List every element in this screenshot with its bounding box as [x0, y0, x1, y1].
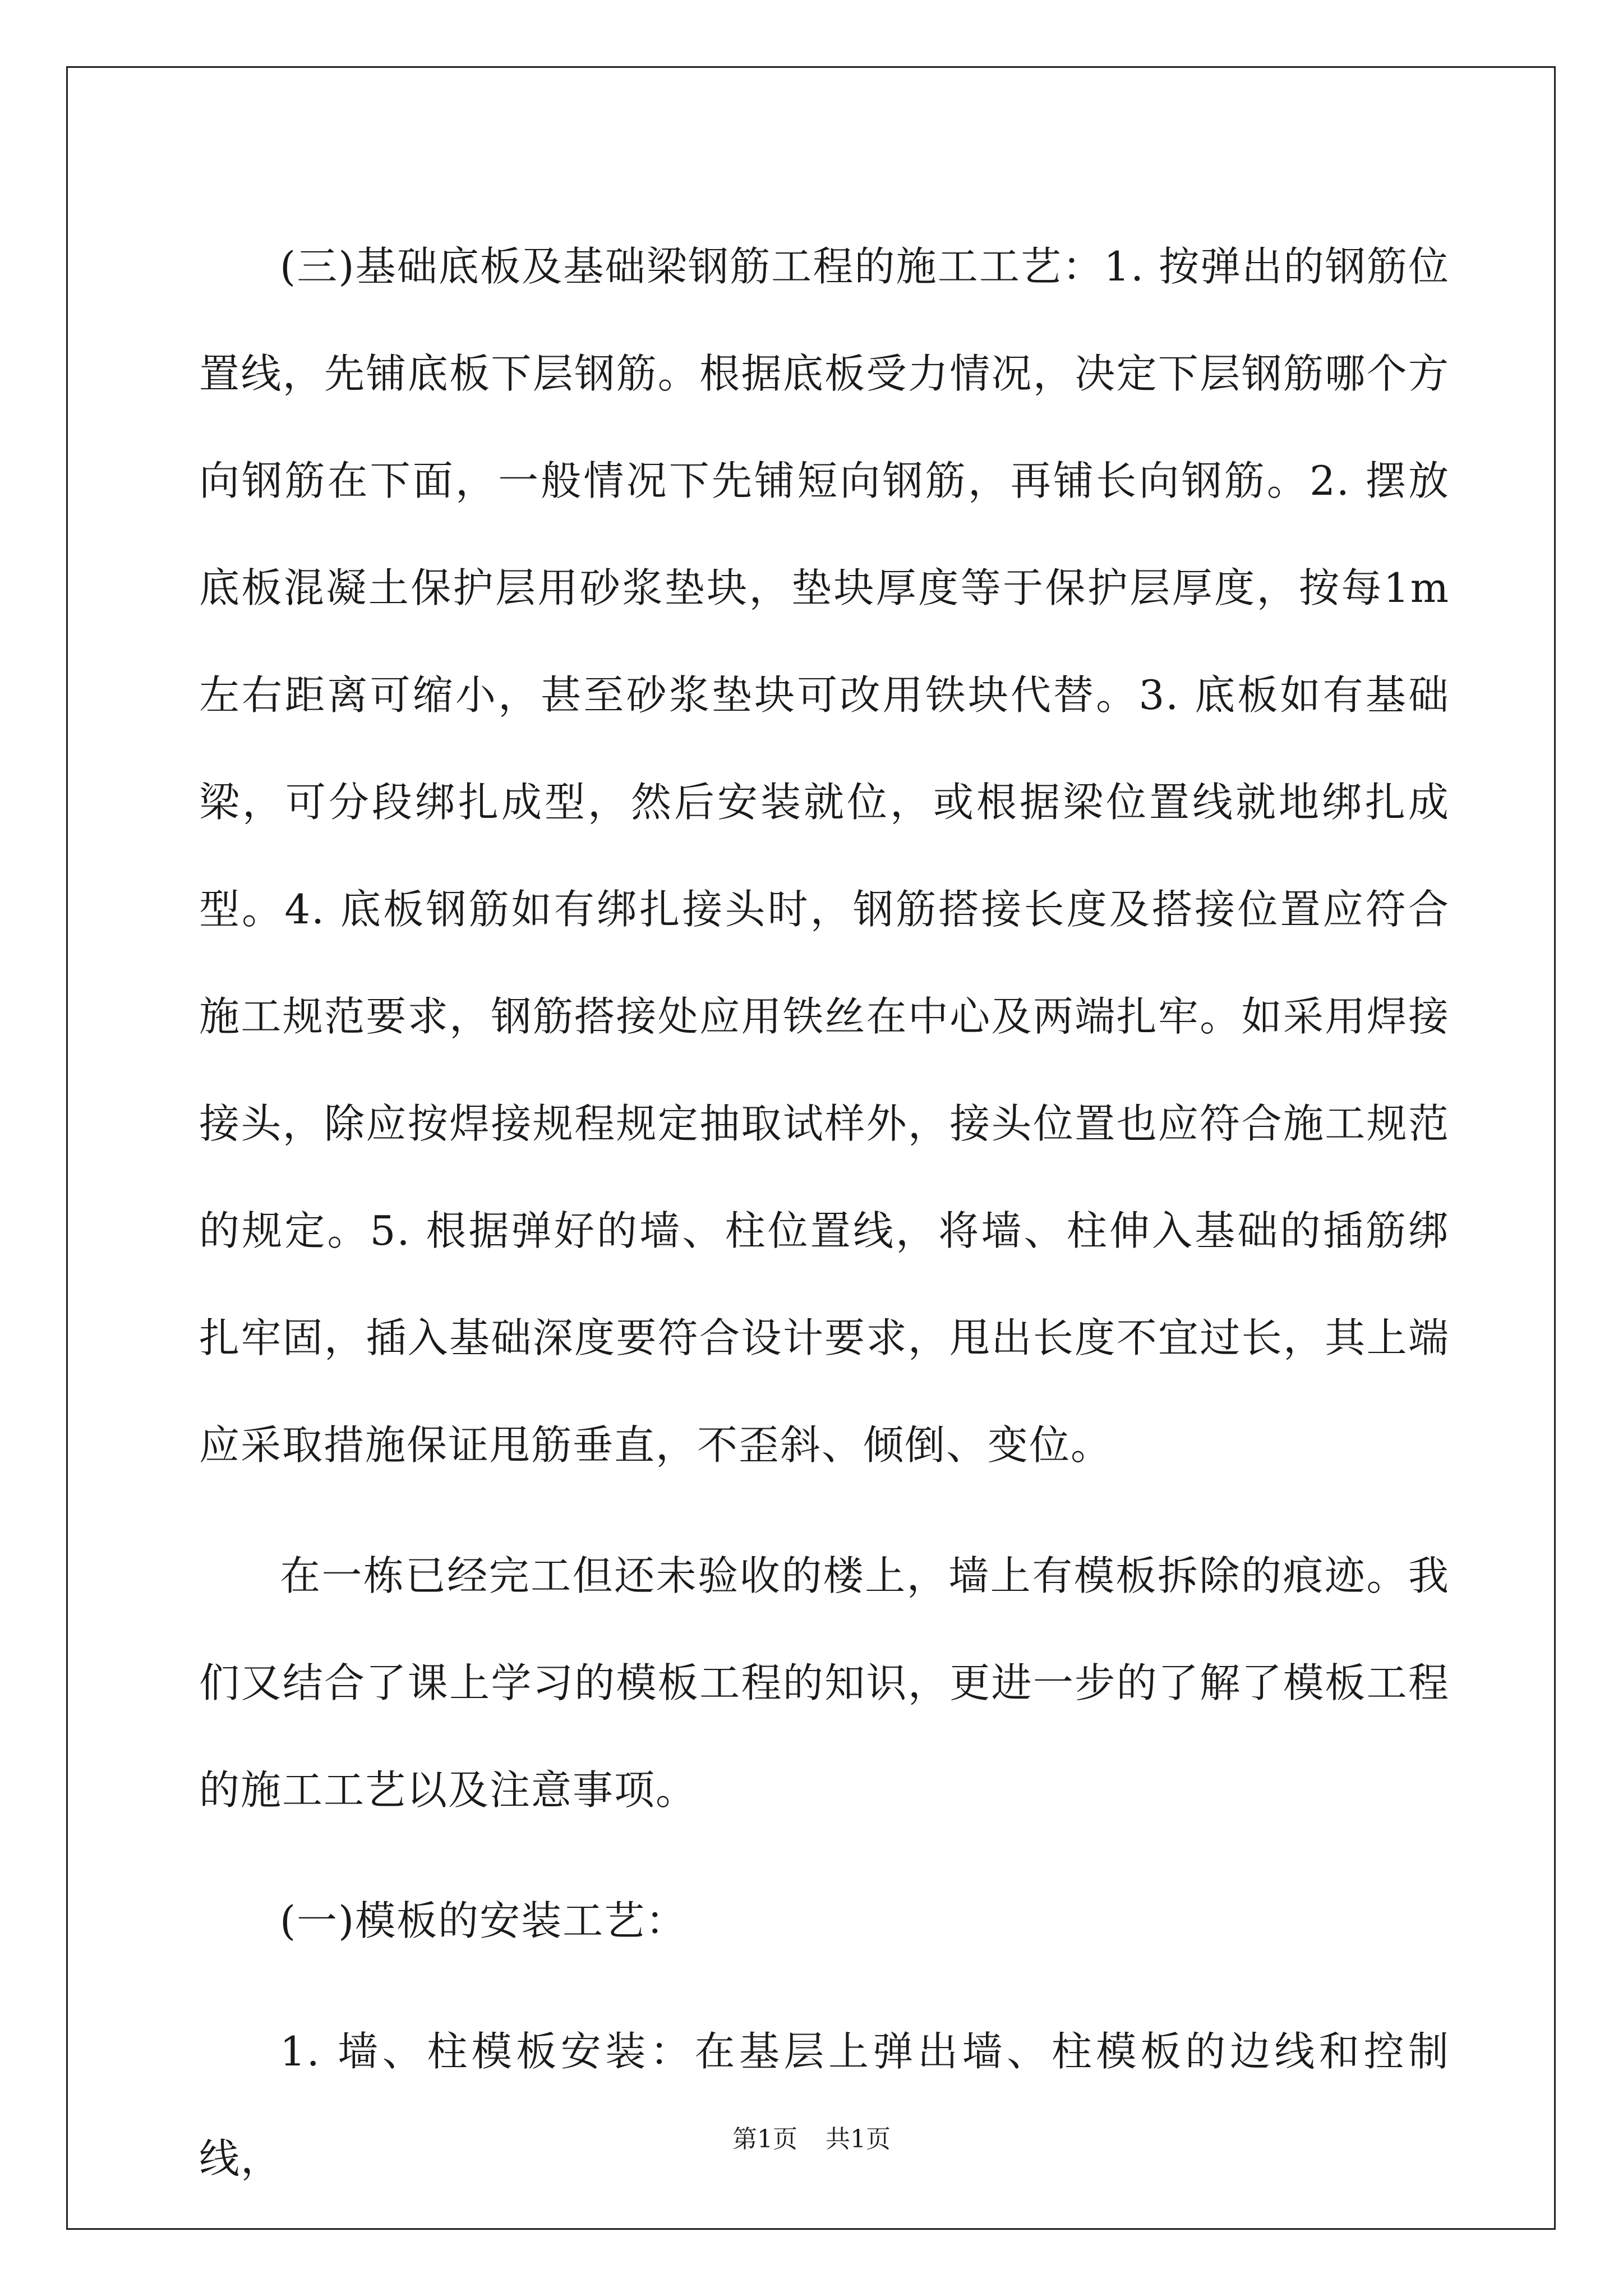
paragraph-formwork-heading: (一)模板的安装工艺： — [280, 1897, 688, 1944]
page-number: 第1页 — [732, 2125, 797, 2154]
page-footer — [0, 2123, 1623, 2156]
paragraph-rebar-process: (三)基础底板及基础梁钢筋工程的施工工艺：1. 按弹出的钢筋位置线，先铺底板下层钢筋。根据底板受力情况，决定下层钢筋哪个方向钢筋在下面，一般情况下先铺短向钢筋，再铺长向钢筋。2. 摆放底板混凝土保护层用砂浆垫块，垫块厚度等于保护层厚度，按每1m左右距离可缩小，甚至砂浆垫块可改用铁块代替。3. 底板如有基础梁，可分段绑扎成型，然后安装就位，或根据梁位置线就地绑扎成型。4. 底板钢筋如有绑扎接头时，钢筋搭接长度及搭接位置应符合施工规范要求，钢筋搭接处应用铁丝在中心及两端扎牢。如采用焊接接头，除应按焊接规程规定抽取试样外，接头位置也应符合施工规范的规定。5. 根据弹好的墙、柱位置线，将墙、柱伸入基础的插筋绑扎牢固，插入基础深度要符合设计要求，甩出长度不宜过长，其上端应采取措施保证甩筋垂直，不歪斜、倾倒、变位。 — [199, 243, 1450, 1469]
paragraph-wall-column-formwork: 1. 墙、柱模板安装：在基层上弹出墙、柱模板的边线和控制线， — [199, 2028, 1450, 2182]
document-body — [199, 213, 1450, 2236]
page-total: 共1页 — [826, 2125, 891, 2154]
paragraph-formwork-intro: 在一栋已经完工但还未验收的楼上，墙上有模板拆除的痕迹。我们又结合了课上学习的模板工程的知识，更进一步的了解了模板工程的施工工艺以及注意事项。 — [199, 1552, 1450, 1814]
